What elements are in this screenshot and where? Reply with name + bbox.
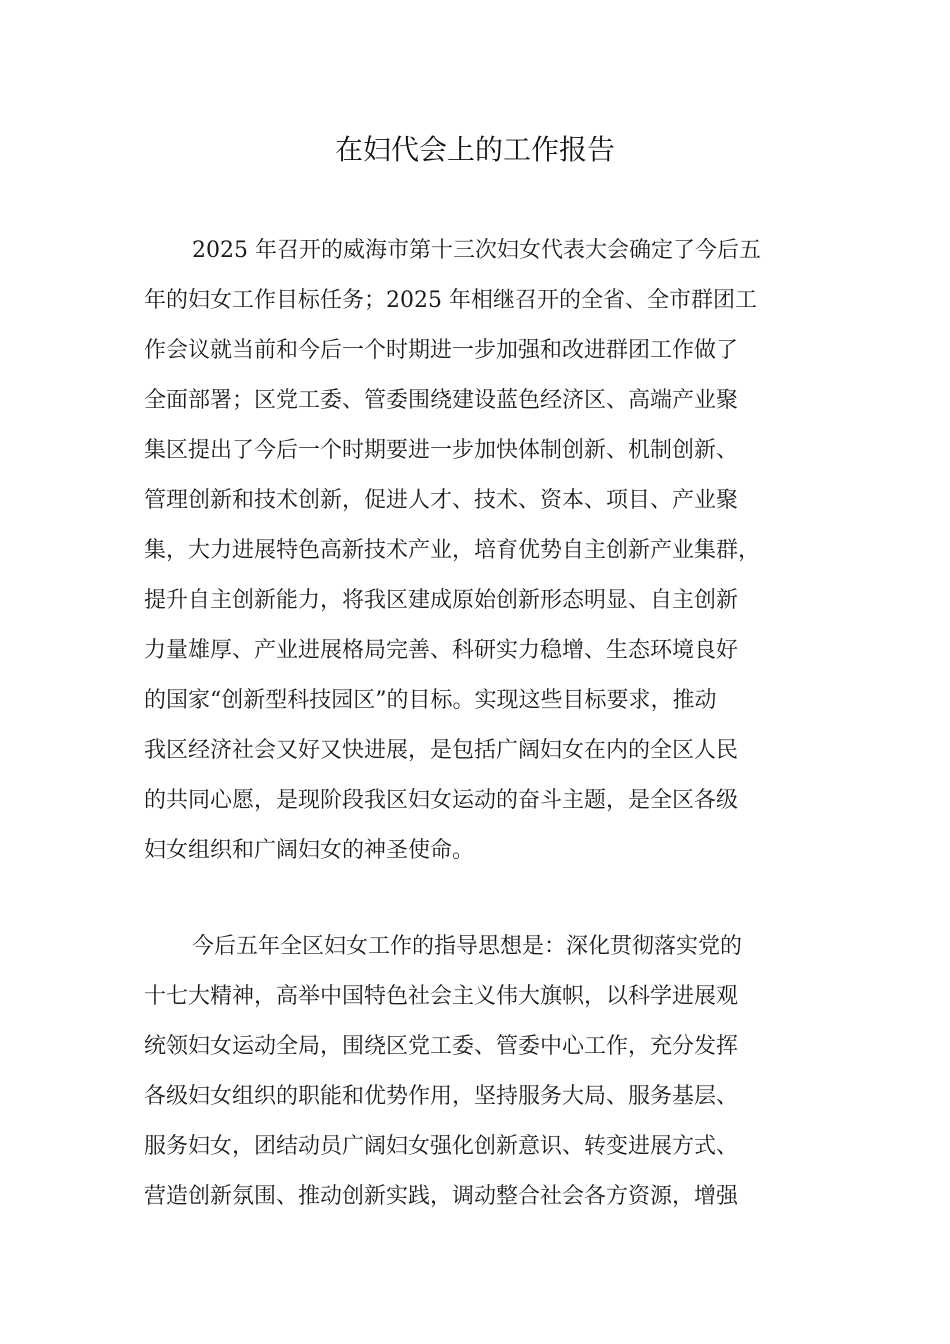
paragraph-line: 集，大力进展特色高新技术产业，培育优势自主创新产业集群，: [144, 538, 761, 563]
paragraph-line: 妇女组织和广阔妇女的神圣使命。: [144, 838, 475, 863]
paragraph-line: 作会议就当前和今后一个时期进一步加强和改进群团工作做了: [144, 338, 739, 363]
paragraph-line: 统领妇女运动全局，围绕区党工委、管委中心工作，充分发挥: [144, 1034, 739, 1059]
paragraph-2: [144, 922, 806, 1222]
paragraph-line: 2025 年召开的威海市第十三次妇女代表大会确定了今后五: [192, 238, 761, 263]
paragraph-line: 服务妇女，团结动员广阔妇女强化创新意识、转变进展方式、: [144, 1134, 739, 1159]
paragraph-line: 管理创新和技术创新，促进人才、技术、资本、项目、产业聚: [144, 488, 739, 513]
document-title: 在妇代会上的工作报告: [334, 133, 615, 166]
paragraph-1: [144, 226, 806, 876]
paragraph-line: 的共同心愿，是现阶段我区妇女运动的奋斗主题，是全区各级: [144, 788, 739, 813]
paragraph-line: 我区经济社会又好又快进展，是包括广阔妇女在内的全区人民: [144, 738, 739, 763]
paragraph-line: 十七大精神，高举中国特色社会主义伟大旗帜，以科学进展观: [144, 984, 739, 1009]
paragraph-line: 的国家“创新型科技园区”的目标。实现这些目标要求，推动: [144, 688, 717, 713]
paragraph-line: 力量雄厚、产业进展格局完善、科研实力稳增、生态环境良好: [144, 638, 739, 663]
paragraph-line: 集区提出了今后一个时期要进一步加快体制创新、机制创新、: [144, 438, 739, 463]
paragraph-line: 年的妇女工作目标任务；2025 年相继召开的全省、全市群团工: [144, 288, 757, 313]
paragraph-line: 全面部署；区党工委、管委围绕建设蓝色经济区、高端产业聚: [144, 388, 739, 413]
paragraph-line: 今后五年全区妇女工作的指导思想是：深化贯彻落实党的: [192, 934, 743, 959]
paragraph-line: 营造创新氛围、推动创新实践，调动整合社会各方资源，增强: [144, 1184, 739, 1209]
paragraph-line: 提升自主创新能力，将我区建成原始创新形态明显、自主创新: [144, 588, 739, 613]
paragraph-line: 各级妇女组织的职能和优势作用，坚持服务大局、服务基层、: [144, 1084, 739, 1109]
